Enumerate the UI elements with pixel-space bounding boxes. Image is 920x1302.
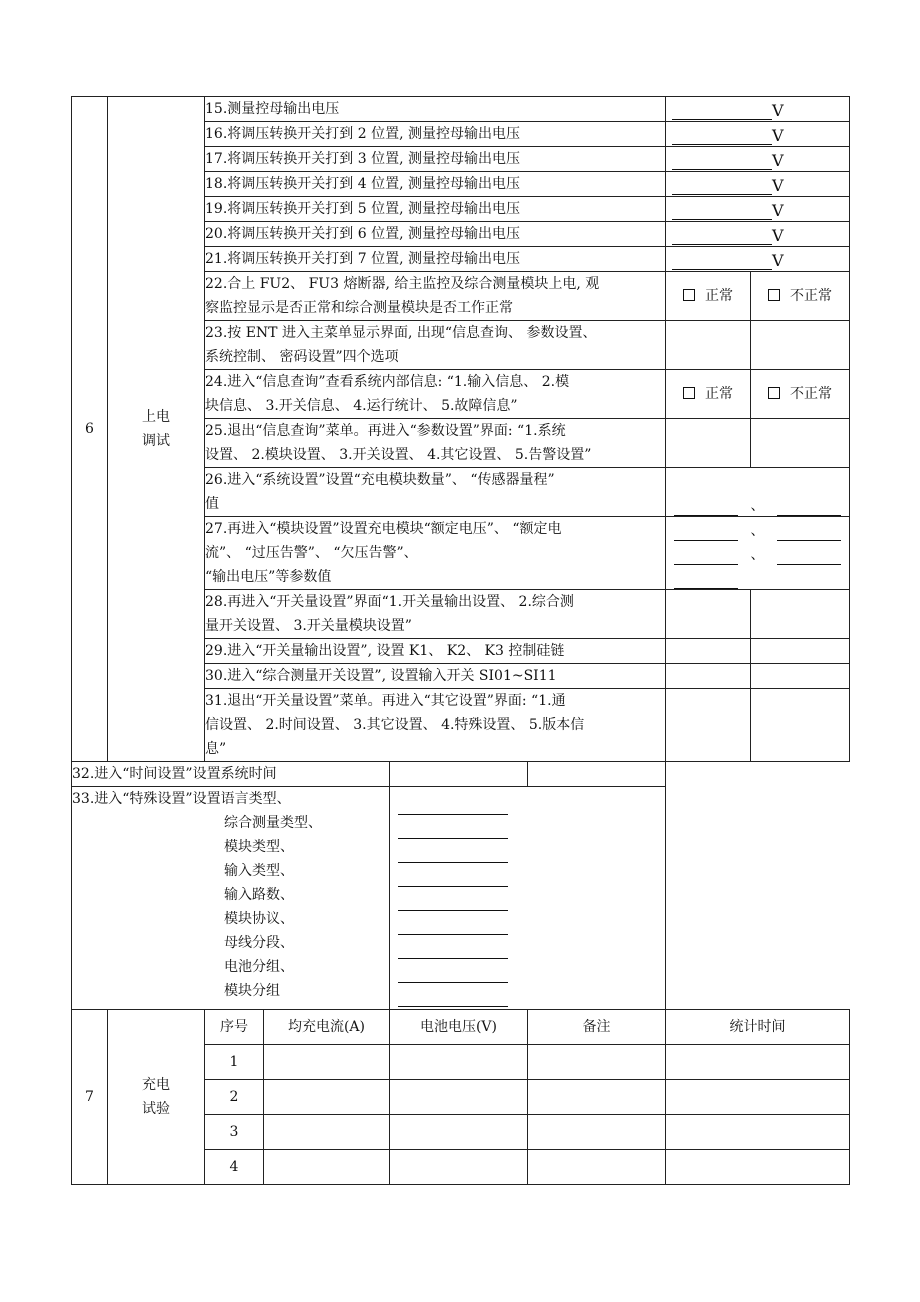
step-text: 22.合上 FU2、 FU3 熔断器, 给主监控及综合测量模块上电, 观 察监控显示是否正常和综合测量模块是否工作正常 — [205, 272, 666, 321]
step-text: 16.将调压转换开关打到 2 位置, 测量控母输出电压 — [205, 122, 666, 147]
value-fields[interactable]: 、 — [666, 468, 850, 517]
current-cell[interactable] — [264, 1115, 390, 1150]
blank-cell[interactable] — [666, 689, 751, 762]
voltage-field[interactable]: V — [666, 247, 850, 272]
blank-cell[interactable] — [751, 639, 850, 664]
blank-cell[interactable] — [528, 762, 666, 787]
voltage-cell[interactable] — [390, 1115, 528, 1150]
debug-table — [71, 96, 850, 1185]
section-label: 充电 试验 — [108, 1010, 205, 1185]
step-text: 17.将调压转换开关打到 3 位置, 测量控母输出电压 — [205, 147, 666, 172]
blank-cell[interactable] — [390, 762, 528, 787]
voltage-cell[interactable] — [390, 1045, 528, 1080]
voltage-field[interactable]: V — [666, 222, 850, 247]
blank-cell[interactable] — [751, 419, 850, 468]
time-cell[interactable] — [666, 1115, 850, 1150]
section-number: 6 — [72, 97, 108, 762]
blank-cell[interactable] — [751, 689, 850, 762]
value-fields[interactable]: 、 、 — [666, 517, 850, 590]
remarks-cell[interactable] — [528, 1115, 666, 1150]
charge-header-row — [72, 1010, 850, 1045]
voltage-field[interactable]: V — [666, 147, 850, 172]
row-index: 4 — [205, 1150, 264, 1185]
inspection-form — [71, 96, 850, 1185]
step-text: 18.将调压转换开关打到 4 位置, 测量控母输出电压 — [205, 172, 666, 197]
time-cell[interactable] — [666, 1080, 850, 1115]
row-33 — [72, 787, 850, 1010]
col-header-voltage: 电池电压(V) — [390, 1010, 528, 1045]
step-text: 26.进入“系统设置”设置“充电模块数量”、 “传感器量程” 值 — [205, 468, 666, 517]
remarks-cell[interactable] — [528, 1080, 666, 1115]
voltage-field[interactable]: V — [666, 197, 850, 222]
step-text: 24.进入“信息查询”查看系统内部信息: “1.输入信息、 2.模 块信息、 3.开关信息、 4.运行统计、 5.故障信息” — [205, 370, 666, 419]
step-text: 27.再进入“模块设置”设置充电模块“额定电压”、 “额定电 流”、 “过压告警”、 “欠压告警”、 “输出电压”等参数值 — [205, 517, 666, 590]
col-header-time: 统计时间 — [666, 1010, 850, 1045]
step-text: 15.测量控母输出电压 — [205, 97, 666, 122]
abnormal-checkbox[interactable]: 不正常 — [751, 272, 850, 321]
checkbox-icon[interactable] — [683, 289, 695, 301]
remarks-cell[interactable] — [528, 1045, 666, 1080]
voltage-field[interactable]: V — [666, 122, 850, 147]
blank-cell[interactable] — [666, 419, 751, 468]
blank-cell[interactable] — [751, 590, 850, 639]
checkbox-icon[interactable] — [683, 387, 695, 399]
section-label: 上电 调试 — [108, 97, 205, 762]
checkbox-icon[interactable] — [768, 387, 780, 399]
current-cell[interactable] — [264, 1150, 390, 1185]
abnormal-checkbox[interactable]: 不正常 — [751, 370, 850, 419]
step-text: 25.退出“信息查询”菜单。再进入“参数设置”界面: “1.系统 设置、 2.模块设置、 3.开关设置、 4.其它设置、 5.告警设置” — [205, 419, 666, 468]
row-32 — [72, 762, 850, 787]
voltage-field[interactable]: V — [666, 97, 850, 122]
col-header-index: 序号 — [205, 1010, 264, 1045]
step-text: 29.进入“开关量输出设置”, 设置 K1、 K2、 K3 控制硅链 — [205, 639, 666, 664]
step-text: 33.进入“特殊设置”设置语言类型、 综合测量类型、 模块类型、 输入类型、 输入路数、 模块协议、 母线分段、 电池分组、 模块分组 — [72, 787, 390, 1010]
row-index: 1 — [205, 1045, 264, 1080]
blank-cell[interactable] — [666, 321, 751, 370]
step-text: 30.进入“综合测量开关设置”, 设置输入开关 SI01~SI11 — [205, 664, 666, 689]
time-cell[interactable] — [666, 1150, 850, 1185]
time-cell[interactable] — [666, 1045, 850, 1080]
section-number: 7 — [72, 1010, 108, 1185]
blank-cell[interactable] — [751, 664, 850, 689]
blank-cell[interactable] — [666, 639, 751, 664]
current-cell[interactable] — [264, 1080, 390, 1115]
col-header-current: 均充电流(A) — [264, 1010, 390, 1045]
step-text: 32.进入“时间设置”设置系统时间 — [72, 762, 390, 787]
blank-cell[interactable] — [666, 590, 751, 639]
col-header-remarks: 备注 — [528, 1010, 666, 1045]
voltage-cell[interactable] — [390, 1150, 528, 1185]
checkbox-icon[interactable] — [768, 289, 780, 301]
step-text: 23.按 ENT 进入主菜单显示界面, 出现“信息查询、 参数设置、 系统控制、 密码设置”四个选项 — [205, 321, 666, 370]
row-index: 3 — [205, 1115, 264, 1150]
step-text: 21.将调压转换开关打到 7 位置, 测量控母输出电压 — [205, 247, 666, 272]
step-text: 28.再进入“开关量设置”界面“1.开关量输出设置、 2.综合测 量开关设置、 3.开关量模块设置” — [205, 590, 666, 639]
blank-cell[interactable] — [666, 664, 751, 689]
step-text: 19.将调压转换开关打到 5 位置, 测量控母输出电压 — [205, 197, 666, 222]
step-text: 31.退出“开关量设置”菜单。再进入“其它设置”界面: “1.通 信设置、 2.时间设置、 3.其它设置、 4.特殊设置、 5.版本信 息” — [205, 689, 666, 762]
current-cell[interactable] — [264, 1045, 390, 1080]
value-fields[interactable] — [390, 787, 666, 1010]
normal-checkbox[interactable]: 正常 — [666, 370, 751, 419]
normal-checkbox[interactable]: 正常 — [666, 272, 751, 321]
voltage-cell[interactable] — [390, 1080, 528, 1115]
blank-cell[interactable] — [751, 321, 850, 370]
step-text: 20.将调压转换开关打到 6 位置, 测量控母输出电压 — [205, 222, 666, 247]
row-index: 2 — [205, 1080, 264, 1115]
remarks-cell[interactable] — [528, 1150, 666, 1185]
voltage-field[interactable]: V — [666, 172, 850, 197]
row-15 — [72, 97, 850, 122]
